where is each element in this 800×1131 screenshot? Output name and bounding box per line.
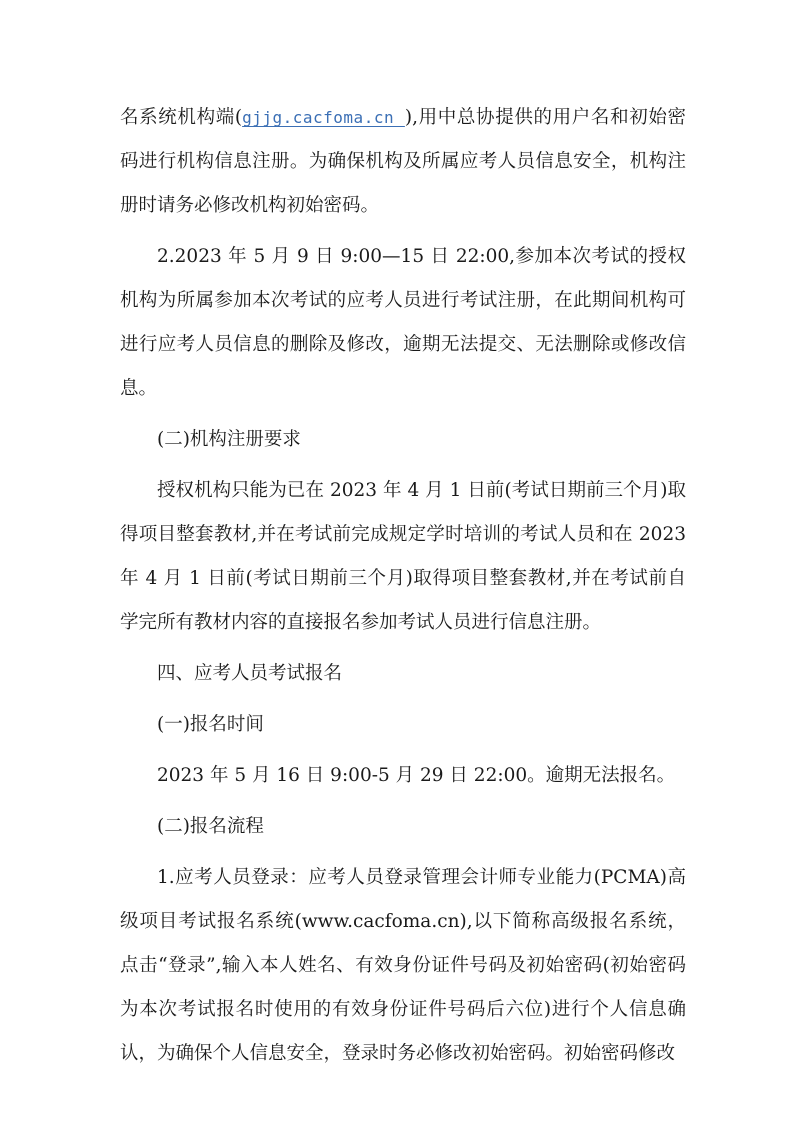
paragraph-exam-registration-period: 2.2023 年 5 月 9 日 9:00—15 日 22:00,参加本次考试的授权机构为所属参加本次考试的应考人员进行考试注册，在此期间机构可进行应考人员信息的删除及修改，逾期无法提交、无法删除或修改信息。 [120, 246, 686, 399]
subheading-registration-time: (一)报名时间 [157, 714, 264, 735]
subheading-registration-process: (二)报名流程 [157, 816, 264, 837]
paragraph-text: ),用中总协提供的用户名和初始密码进行机构信息注册。为确保机构及所属应考人员信息安全，机构注册时请务必修改机构初始密码。 [120, 107, 687, 216]
subheading-institution-requirements: (二)机构注册要求 [157, 429, 301, 450]
document-body [120, 96, 686, 1083]
paragraph-institution-requirements: 授权机构只能为已在 2023 年 4 月 1 日前(考试日期前三个月)取得项目整套教材,并在考试前完成规定学时培训的考试人员和在 2023 年 4 月 1 日前(考试日期前三个月)取得项目整套教材,并在考试前自学完所有教材内容的直接报名参加考试人员进行信息注册。 [120, 480, 686, 633]
paragraph-text: 名系统机构端( [120, 107, 243, 128]
paragraph-registration-time: 2023 年 5 月 16 日 9:00-5 月 29 日 22:00。逾期无法报名。 [157, 765, 676, 786]
paragraph-institution-registration [120, 96, 686, 228]
paragraph-candidate-login: 1.应考人员登录：应考人员登录管理会计师专业能力(PCMA)高级项目考试报名系统(www.cacfoma.cn),以下简称高级报名系统，点击“登录”,输入本人姓名、有效身份证件号码及初始密码(初始密码为本次考试报名时使用的有效身份证件号码后六位)进行个人信息确认，为确保个人信息安全，登录时务必修改初始密码。初始密码修改 [120, 867, 686, 1064]
institution-portal-link[interactable]: gjjg.cacfoma.cn [242, 108, 405, 127]
section-heading-candidate-registration: 四、应考人员考试报名 [157, 663, 343, 684]
